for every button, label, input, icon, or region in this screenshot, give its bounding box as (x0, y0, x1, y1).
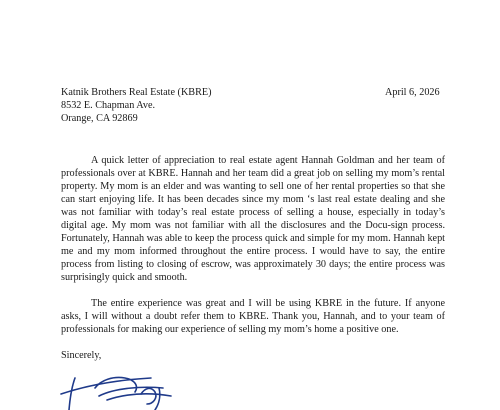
letter-body (61, 154, 445, 336)
recipient-name: Katnik Brothers Real Estate (KBRE) (61, 87, 212, 98)
recipient-city-state-zip: Orange, CA 92869 (61, 113, 138, 124)
closing-salutation: Sincerely, (61, 350, 102, 361)
letter-date: April 6, 2026 (385, 87, 440, 98)
recipient-address (61, 86, 212, 125)
body-paragraph-1: A quick letter of appreciation to real estate agent Hannah Goldman and her team of professionals over at KBRE. Hannah and her team did a great job on selling my mom’s rental property. My mom is an elder and was wanting to sell one of her rental properties so that she can start enjoying life. It has been decades since my mom ‘s last real estate dealing and she was not familiar with today’s real estate process of selling a house, especially in today’s digital age. My mom was not familiar with all the disclosures and the Docu-sign process. Fortunately, Hannah was able to keep the process quick and simple for my mom. Hannah kept me and my mom informed throughout the entire process. I would have to say, the entire process from listing to closing of escrow, was approximately 30 days; the entire process was surprisingly quick and smooth. (61, 155, 445, 283)
signature-icon (55, 364, 185, 410)
recipient-street: 8532 E. Chapman Ave. (61, 100, 156, 111)
body-paragraph-2: The entire experience was great and I will be using KBRE in the future. If anyone asks, I will without a doubt refer them to KBRE. Thank you, Hannah, and to your team of professionals for making our experience of selling my mom’s home a positive one. (61, 298, 445, 335)
